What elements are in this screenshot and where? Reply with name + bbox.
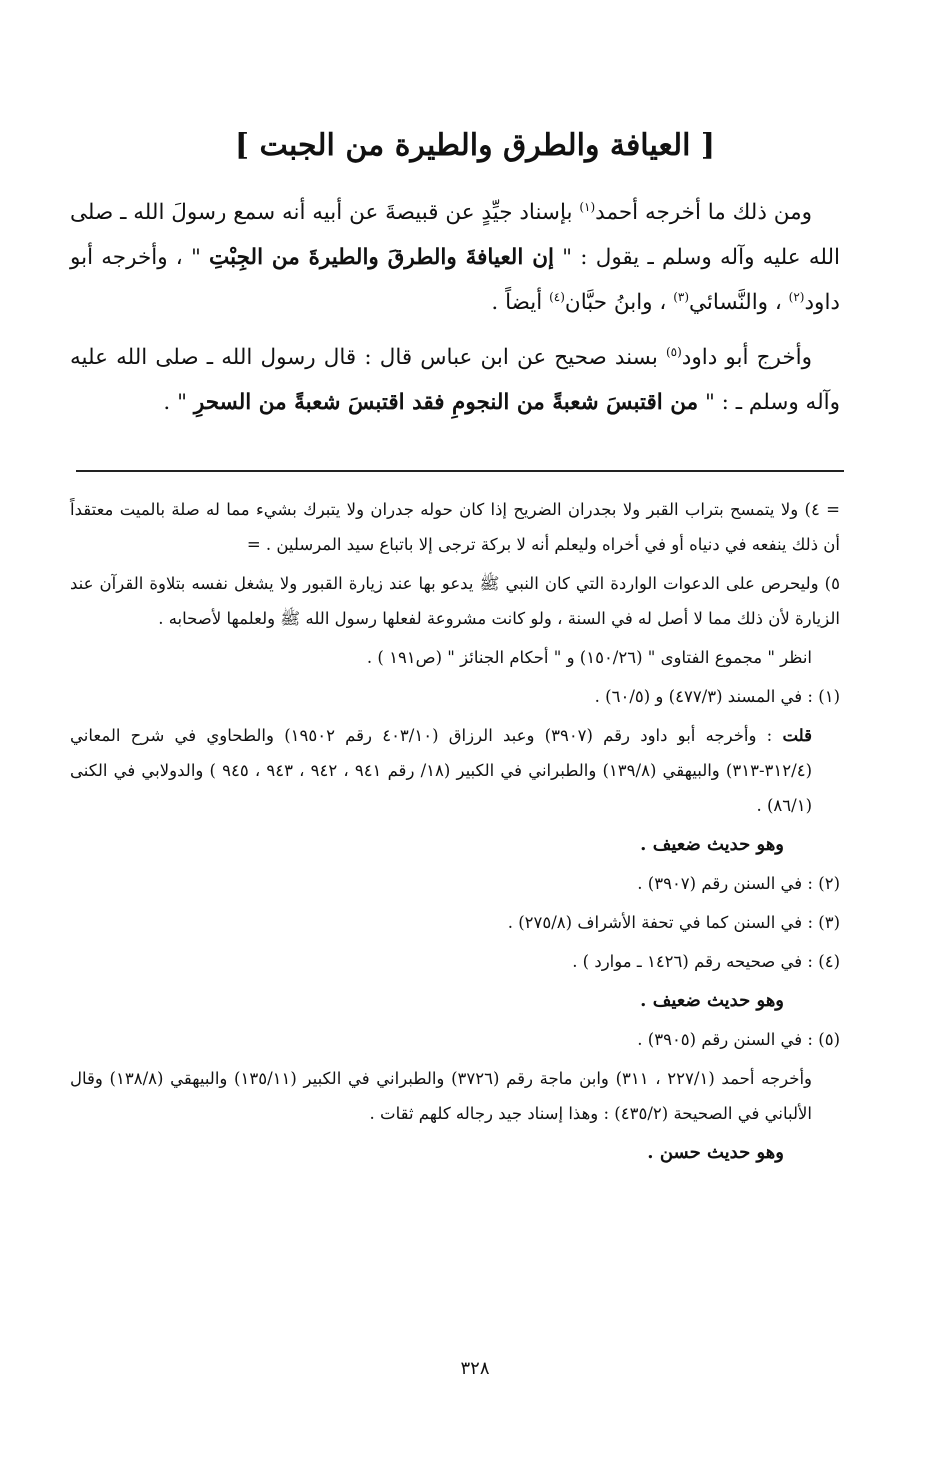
footnote-3: (٣) : في السنن كما في تحفة الأشراف (٢٧٥/٨) . <box>507 913 840 932</box>
footnote-continued-5: ٥) وليحرص على الدعوات الواردة التي كان النبي ﷺ يدعو بها عند زيارة القبور ولا يشغل نفسه بتلاوة القرآن عند الزيارة لأن ذلك مما لا أصل له في السنة ، ولو كانت مشروعة لفعلها رسول الله ﷺ ولعلمها لأصحابه . <box>70 574 840 628</box>
text-run: بسند صحيح عن ابن عباس قال : قال رسول الله ـ صلى الله عليه وآله وسلم ـ : " <box>70 345 840 415</box>
footnote-reference-line: انظر " مجموع الفتاوى " (١٥٠/٢٦) و " أحكام الجنائز " (ص١٩١ ) . <box>366 648 812 667</box>
verdict-3: وهو حديث حسن . <box>647 1142 784 1163</box>
text-run: ومن ذلك ما أخرجه أحمد <box>595 200 813 225</box>
main-text <box>70 190 840 435</box>
main-paragraph-1 <box>70 190 840 325</box>
hadith-quote-1: إن العيافةَ والطرقَ والطيرةَ من الجِبْتِ <box>209 245 554 270</box>
verdict-2: وهو حديث ضعيف . <box>640 990 784 1011</box>
footnote-ref-3[interactable]: (٣) <box>673 289 690 304</box>
text-run: ، والنَّسائي <box>689 290 789 315</box>
footnote-1-comment <box>70 718 840 823</box>
text-run: " . <box>163 390 194 415</box>
footnote-5: (٥) : في السنن رقم (٣٩٠٥) . <box>637 1030 840 1049</box>
text-run: ، وابنُ حبَّان <box>564 290 674 315</box>
footnote-2: (٢) : في السنن رقم (٣٩٠٧) . <box>637 874 840 893</box>
section-title: [ العيافة والطرق والطيرة من الجبت ] <box>234 128 716 163</box>
comment-text: : وأخرجه أبو داود رقم (٣٩٠٧) وعبد الرزاق (٤٠٣/١٠ رقم ١٩٥٠٢) والطحاوي في شرح المعاني (٣١٢/٤-٣١٣) والبيهقي (١٣٩/٨) والطبراني في الكبير (١٨/ رقم ٩٤١ ، ٩٤٢ ، ٩٤٣ ، ٩٤٥ ) والدولابي في الكنى (٨٦/١) . <box>70 726 812 815</box>
footnote-continued-4: = ٤) ولا يتمسح بتراب القبر ولا بجدران الضريح إذا كان حوله جدران ولا يتبرك بشيء مما له صلة بالميت معتقداً أن ذلك ينفعه في دنياه أو في أخراه وليعلم أنه لا بركة ترجى إلا باتباع سيد المرسلين . = <box>70 500 840 554</box>
footnotes <box>70 492 840 1174</box>
verdict-1: وهو حديث ضعيف . <box>640 834 784 855</box>
main-paragraph-2 <box>70 335 840 425</box>
footnote-1: (١) : في المسند (٤٧٧/٣) و (٦٠/٥) . <box>594 687 840 706</box>
hadith-quote-2: من اقتبسَ شعبةً من النجومِ فقد اقتبسَ شعبةً من السحرِ <box>193 390 699 415</box>
text-run: " ، وأخرجه أبو داود <box>70 245 840 315</box>
footnote-ref-1[interactable]: (١) <box>579 199 596 214</box>
text-run: بإسناد جيِّدٍ عن قبيصةَ عن أبيه أنه سمع رسولَ الله ـ صلى الله عليه وآله وسلم ـ يقول : " <box>70 200 840 270</box>
comment-label: قلت <box>782 726 813 745</box>
footnote-4: (٤) : في صحيحه رقم (١٤٢٦ ـ موارد ) . <box>572 952 840 971</box>
footnote-ref-2[interactable]: (٢) <box>788 289 805 304</box>
footnote-ref-5[interactable]: (٥) <box>665 344 682 359</box>
footnote-5-comment: وأخرجه أحمد (٢٢٧/١ ، ٣١١) وابن ماجة رقم (٣٧٢٦) والطبراني في الكبير (١٣٥/١١) والبيهقي (١٣٨/٨) وقال الألباني في الصحيحة (٤٣٥/٢) : وهذا إسناد جيد رجاله كلهم ثقات . <box>70 1069 812 1123</box>
text-run: أيضاً . <box>491 290 550 315</box>
footnote-separator <box>76 470 844 472</box>
text-run: وأخرج أبو داود <box>681 345 812 370</box>
page-number: ٣٢٨ <box>460 1358 490 1379</box>
footnote-ref-4[interactable]: (٤) <box>549 289 565 304</box>
